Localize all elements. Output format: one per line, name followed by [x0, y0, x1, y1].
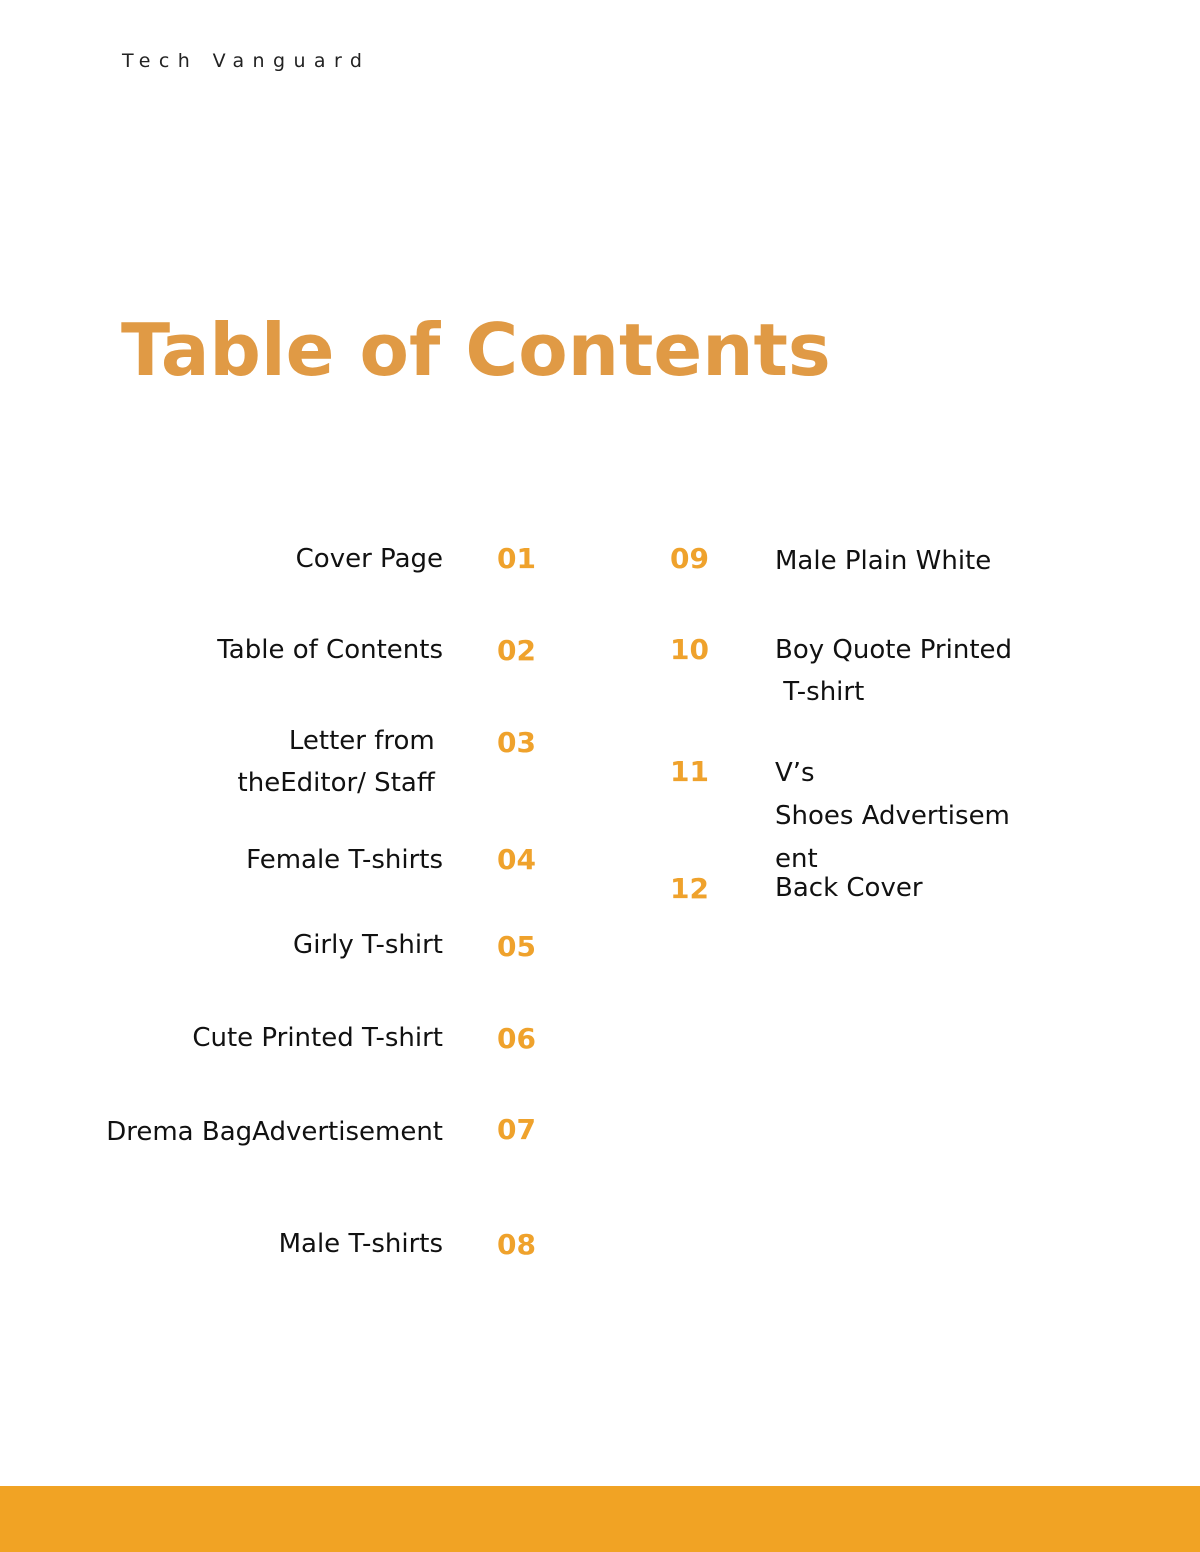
toc-entry-number: 07: [497, 1113, 536, 1146]
toc-entry-label: Girly T-shirt: [293, 930, 443, 960]
toc-entry-label-line: ent: [775, 844, 818, 874]
toc-entry-number: 05: [497, 930, 536, 963]
toc-entry-label: Cover Page: [295, 544, 443, 574]
toc-entry-label-line: Shoes Advertisem: [775, 801, 1010, 831]
toc-entry-number: 10: [670, 633, 709, 666]
toc-entry-number: 02: [497, 634, 536, 667]
toc-entry-label-line: V’s: [775, 758, 823, 788]
toc-entry-number: 03: [497, 726, 536, 759]
footer-bar: [0, 1486, 1200, 1552]
toc-entry-label: Male Plain White: [775, 546, 992, 576]
toc-entry-label-line: Boy Quote Printed: [775, 635, 1013, 665]
toc-entry-label: Table of Contents: [217, 635, 443, 665]
toc-entry-number: 09: [670, 542, 709, 575]
page-title: Table of Contents: [121, 308, 831, 392]
toc-entry-label: Drema BagAdvertisement: [106, 1117, 443, 1147]
brand-name: Tech Vanguard: [122, 50, 371, 72]
toc-entry-number: 04: [497, 843, 536, 876]
toc-entry-label-line: theEditor/ Staff: [237, 768, 443, 798]
toc-entry-label: Male T-shirts: [278, 1229, 443, 1259]
toc-entry-label: Female T-shirts: [246, 845, 443, 875]
toc-entry-label: [775, 752, 1010, 881]
toc-entry-label: Cute Printed T-shirt: [192, 1023, 443, 1053]
toc-entry-label: [238, 720, 443, 804]
toc-entry-label: Back Cover: [775, 873, 923, 903]
toc-entry-label-line: T-shirt: [775, 677, 865, 707]
toc-entry-number: 12: [670, 872, 709, 905]
toc-entry-number: 11: [670, 755, 709, 788]
toc-entry-label-line: Letter from: [288, 726, 443, 756]
toc-entry-number: 01: [497, 542, 536, 575]
toc-entry-number: 08: [497, 1228, 536, 1261]
toc-entry-number: 06: [497, 1022, 536, 1055]
toc-entry-label: [775, 625, 1012, 717]
